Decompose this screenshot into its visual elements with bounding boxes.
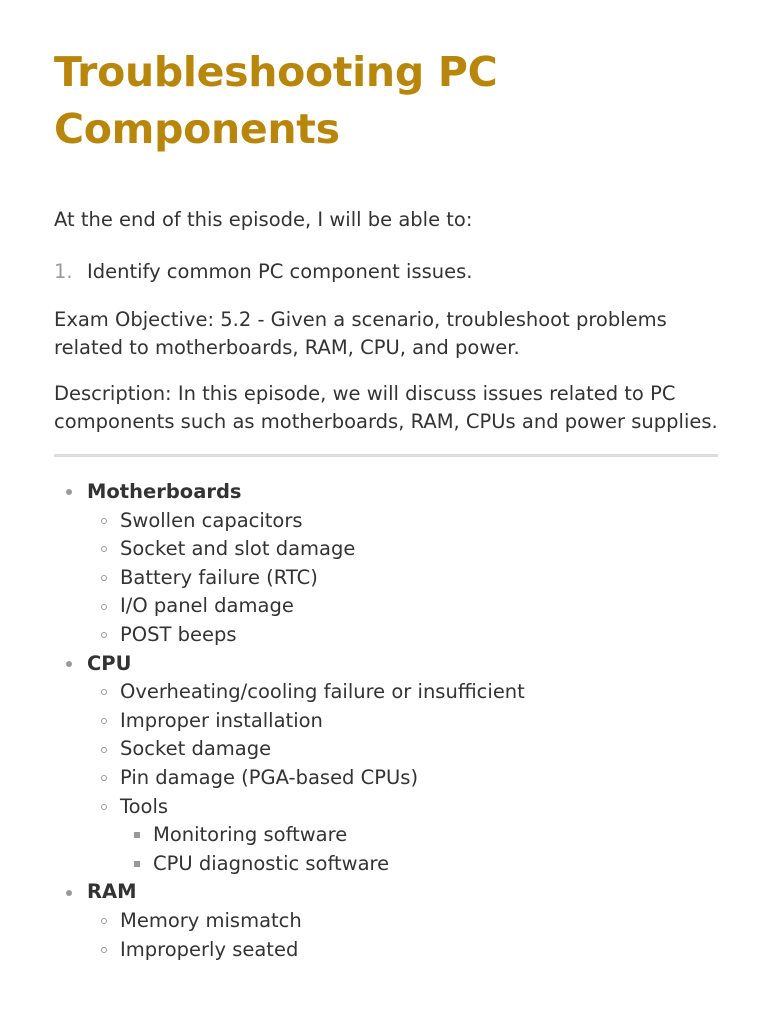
objective-item <box>54 258 472 286</box>
topic-motherboards <box>54 478 525 650</box>
list-item-label: Battery failure (RTC) <box>120 565 318 589</box>
bullet-icon <box>66 661 72 667</box>
topic-label: CPU <box>87 651 132 675</box>
objective-number: 1. <box>54 260 73 283</box>
topic-ram <box>54 878 525 964</box>
list-item <box>54 621 525 650</box>
topic-cpu <box>54 650 525 879</box>
nested-list-item-label: Monitoring software <box>153 823 348 847</box>
bullet-icon <box>66 489 72 495</box>
list-item <box>54 907 525 936</box>
list-item <box>54 564 525 593</box>
description-line-2: components such as motherboards, RAM, CPUs and power supplies. <box>54 410 718 433</box>
list-item <box>54 707 525 736</box>
circle-bullet-icon <box>101 604 107 610</box>
nested-list-item <box>54 850 525 879</box>
list-item <box>54 592 525 621</box>
circle-bullet-icon <box>101 632 107 638</box>
topic-label: Motherboards <box>87 480 242 503</box>
section-divider <box>54 454 718 457</box>
page-title <box>54 44 718 158</box>
episode-description <box>54 380 718 436</box>
list-item-label: Swollen capacitors <box>120 508 303 532</box>
circle-bullet-icon <box>101 775 107 781</box>
objective-text: Identify common PC component issues. <box>87 260 473 283</box>
list-item-label: Socket and slot damage <box>120 537 356 561</box>
nested-list-item <box>54 821 525 850</box>
list-item-label: Pin damage (PGA-based CPUs) <box>120 765 419 789</box>
list-item <box>54 735 525 764</box>
circle-bullet-icon <box>101 689 107 695</box>
circle-bullet-icon <box>101 947 107 953</box>
topic-label: RAM <box>87 880 137 904</box>
topics-list <box>54 478 525 964</box>
exam-objective-line-2: related to motherboards, RAM, CPU, and power. <box>54 336 520 359</box>
list-item <box>54 678 525 707</box>
circle-bullet-icon <box>101 546 107 552</box>
page-title-line-1: Troubleshooting PC <box>54 48 498 96</box>
list-item <box>54 507 525 536</box>
circle-bullet-icon <box>101 575 107 581</box>
list-item-label: I/O panel damage <box>120 594 294 618</box>
description-line-1: Description: In this episode, we will discuss issues related to PC <box>54 382 676 405</box>
list-item <box>54 936 525 965</box>
list-item-label: Tools <box>120 794 169 818</box>
list-item <box>54 535 525 564</box>
list-item-label: Overheating/cooling failure or insufficient <box>120 680 525 704</box>
document-page <box>54 44 718 961</box>
subtopic-list <box>54 907 525 964</box>
list-item-label: Improperly seated <box>120 937 299 961</box>
square-bullet-icon <box>134 832 140 838</box>
list-item-label: Improper installation <box>120 708 323 732</box>
square-bullet-icon <box>134 861 140 867</box>
circle-bullet-icon <box>101 918 107 924</box>
list-item-label: Memory mismatch <box>120 908 302 932</box>
page-title-line-2: Components <box>54 105 340 153</box>
objectives-list <box>54 258 472 286</box>
list-item-label: POST beeps <box>120 622 237 646</box>
circle-bullet-icon <box>101 747 107 753</box>
exam-objective-line-1: Exam Objective: 5.2 - Given a scenario, troubleshoot problems <box>54 308 667 331</box>
circle-bullet-icon <box>101 804 107 810</box>
intro-text: At the end of this episode, I will be able to: <box>54 208 473 231</box>
subtopic-list <box>54 507 525 650</box>
exam-objective <box>54 306 718 362</box>
list-item <box>54 793 525 879</box>
subtopic-list <box>54 678 525 878</box>
circle-bullet-icon <box>101 518 107 524</box>
bullet-icon <box>66 890 72 896</box>
list-item <box>54 764 525 793</box>
nested-list-item-label: CPU diagnostic software <box>153 851 390 875</box>
circle-bullet-icon <box>101 718 107 724</box>
list-item-label: Socket damage <box>120 737 272 761</box>
tools-list <box>54 821 525 878</box>
